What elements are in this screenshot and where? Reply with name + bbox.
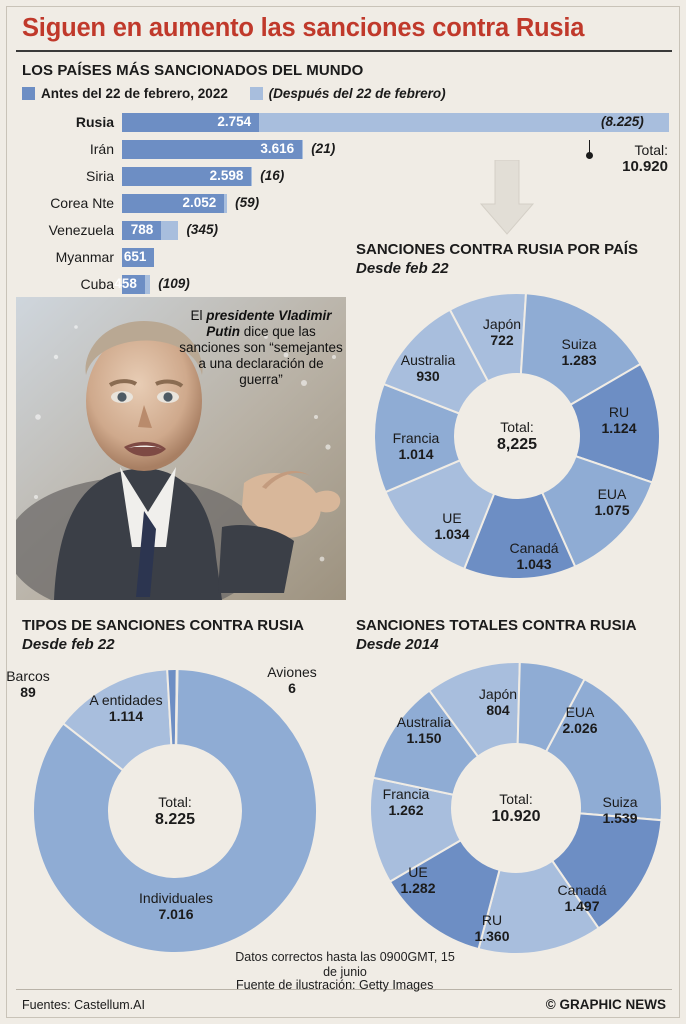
bar-fill-after: [161, 221, 178, 240]
slice-value: 1.150: [406, 729, 442, 746]
bar-value-before: 651: [123, 248, 147, 264]
bar-value-before: 3.616: [260, 140, 295, 156]
donut-slice-label: [0, 669, 74, 700]
slice-value: 1.262: [388, 801, 424, 818]
grand-total-label: Total:: [634, 142, 668, 158]
slice-name: Individuales: [139, 890, 213, 906]
quote-name: presidente Vladimir Putin: [206, 308, 332, 339]
bar-value-before: 788: [130, 221, 154, 237]
legend-swatch-before: [22, 87, 35, 100]
slice-value: 1.360: [474, 927, 510, 944]
bar-label: Cuba: [80, 276, 114, 292]
slice-name: Japón: [478, 686, 518, 702]
bar-value-before: 458: [114, 275, 137, 291]
bar-fill-after: [302, 140, 303, 159]
slice-name: Aviones: [267, 664, 317, 680]
bar-fill-after: [224, 194, 227, 213]
slice-value: 1.034: [434, 525, 470, 542]
donut-slice-label: [452, 687, 544, 718]
donut-slice-label: [446, 913, 538, 944]
donut-bypais-title: [356, 240, 672, 278]
donut-slice-label: [534, 705, 626, 736]
donut-center-label: Total:: [500, 419, 534, 435]
slice-value: 1.114: [108, 707, 144, 724]
bar-label: Venezuela: [48, 222, 114, 238]
slice-name: Barcos: [6, 668, 50, 684]
slice-value: 804: [486, 701, 510, 718]
slice-name: RU: [481, 912, 503, 928]
grand-total-value: 10.920: [622, 158, 668, 175]
donut-slice-label: [573, 405, 665, 436]
donut-center-value: 8,225: [496, 436, 538, 453]
donut-totales-title: [356, 616, 666, 654]
bar-value-after: (21): [311, 140, 336, 156]
bar-track: [122, 167, 670, 186]
slice-name: EUA: [597, 486, 627, 502]
slice-value: 89: [20, 683, 36, 700]
slice-value: 6: [288, 679, 296, 696]
donut-slice-label: [536, 883, 628, 914]
donut-slice: [176, 669, 178, 745]
down-arrow-icon: [479, 160, 535, 236]
quote-rest: dice que las sanciones son “semejantes a una declaración de guerra”: [179, 324, 343, 387]
donut-center-label: Total:: [158, 794, 192, 810]
donut-slice-label: [246, 665, 338, 696]
date-note: Datos correctos hasta las 0900GMT, 15 de junio: [235, 950, 455, 979]
bar-row: [22, 164, 670, 188]
donut-slice-label: [360, 787, 452, 818]
slice-value: 1.497: [564, 897, 600, 914]
bar-value-after: (109): [158, 275, 190, 291]
donut-bypais-subtitle: Desde feb 22: [356, 260, 449, 277]
slice-name: EUA: [565, 704, 595, 720]
donut-tipos-title: [22, 616, 322, 654]
slice-name: Suiza: [602, 794, 638, 810]
donut-center: [454, 746, 578, 870]
slice-value: 930: [416, 367, 440, 384]
legend-item-before: Antes del 22 de febrero, 2022: [22, 86, 228, 101]
slice-value: 1.014: [398, 445, 434, 462]
header-divider: [16, 50, 672, 52]
donut-center: [457, 376, 577, 496]
bar-track: [122, 194, 670, 213]
bar-label: Corea Nte: [50, 195, 114, 211]
grand-total: [622, 142, 668, 175]
page-title: Siguen en aumento las sanciones contra Rusia: [22, 14, 585, 42]
bar-track: [122, 221, 670, 240]
brand-credit: © GRAPHIC NEWS: [545, 997, 666, 1012]
donut-slice-label: [372, 865, 464, 896]
slice-name: Australia: [396, 714, 452, 730]
bar-value-after: (59): [235, 194, 260, 210]
bar-label: Myanmar: [55, 249, 114, 265]
slice-value: 1.075: [594, 501, 630, 518]
donut-slice-label: [130, 891, 222, 922]
bar-value-before: 2.052: [182, 194, 217, 210]
donut-chart-bypais: [372, 286, 662, 586]
bar-label: Irán: [89, 141, 114, 157]
donut-center-value: 10.920: [491, 808, 541, 825]
slice-value: 1.282: [400, 879, 436, 896]
slice-name: Australia: [400, 352, 456, 368]
legend-swatch-after: [250, 87, 263, 100]
slice-name: UE: [408, 864, 428, 880]
bars-section-title: LOS PAÍSES MÁS SANCIONADOS DEL MUNDO: [22, 62, 364, 79]
donut-chart-tipos: [6, 664, 320, 956]
donut-chart-totales: [366, 660, 666, 956]
bar-label: Siria: [85, 168, 114, 184]
slice-name: UE: [442, 510, 462, 526]
slice-value: 7.016: [158, 905, 194, 922]
donut-center-value: 8.225: [154, 811, 196, 828]
slice-value: 722: [490, 331, 514, 348]
bar-track: [122, 113, 670, 132]
bar-row: [22, 137, 670, 161]
donut-slice-label: [566, 487, 658, 518]
quote-lead: El: [190, 308, 207, 323]
donut-center: [111, 747, 239, 875]
data-source: Fuentes: Castellum.AI: [22, 998, 145, 1012]
donut-slice-label: [382, 353, 474, 384]
bar-value-after: (16): [260, 167, 285, 183]
donut-slice-label: [406, 511, 498, 542]
bar-label: Rusia: [75, 114, 114, 130]
donut-bypais-title-text: SANCIONES CONTRA RUSIA POR PAÍS: [356, 241, 638, 258]
legend-item-after: (Después del 22 de febrero): [250, 86, 446, 101]
slice-value: 1.043: [516, 555, 552, 572]
slice-name: Francia: [382, 786, 430, 802]
bar-row: [22, 218, 670, 242]
slice-name: RU: [608, 404, 630, 420]
bar-row: [22, 191, 670, 215]
bar-fill-after: [251, 167, 252, 186]
bar-value-after: (8.225): [600, 113, 644, 129]
slice-name: Canadá: [557, 882, 607, 898]
donut-slice-label: [370, 431, 462, 462]
donut-totales-subtitle: Desde 2014: [356, 636, 439, 653]
donut-slice-label: [488, 541, 580, 572]
donut-totales-title-text: SANCIONES TOTALES CONTRA RUSIA: [356, 617, 637, 634]
bar-value-before: 2.754: [217, 113, 252, 129]
slice-name: A entidades: [89, 692, 163, 708]
donut-slice-label: [80, 693, 172, 724]
slice-value: 1.539: [602, 809, 638, 826]
bar-fill-after: [145, 275, 150, 294]
slice-value: 2.026: [562, 719, 598, 736]
slice-name: Francia: [392, 430, 440, 446]
donut-center-label: Total:: [499, 791, 533, 807]
slice-value: 1.283: [561, 351, 597, 368]
slice-name: Japón: [482, 316, 522, 332]
donut-tipos-subtitle: Desde feb 22: [22, 636, 115, 653]
donut-slice-label: [378, 715, 470, 746]
slice-name: Suiza: [561, 336, 597, 352]
bars-legend: [22, 86, 662, 101]
donut-slice-label: [533, 337, 625, 368]
donut-slice-label: [574, 795, 666, 826]
putin-quote: [178, 308, 344, 388]
slice-name: Canadá: [509, 540, 559, 556]
illustration-source: Fuente de ilustración: Getty Images: [236, 978, 434, 992]
total-leader-dot: [586, 152, 593, 159]
donut-tipos-title-text: TIPOS DE SANCIONES CONTRA RUSIA: [22, 617, 304, 634]
bar-value-after: (345): [186, 221, 218, 237]
bar-row: [22, 110, 670, 134]
slice-value: 1.124: [601, 419, 637, 436]
bar-value-before: 2.598: [209, 167, 244, 183]
